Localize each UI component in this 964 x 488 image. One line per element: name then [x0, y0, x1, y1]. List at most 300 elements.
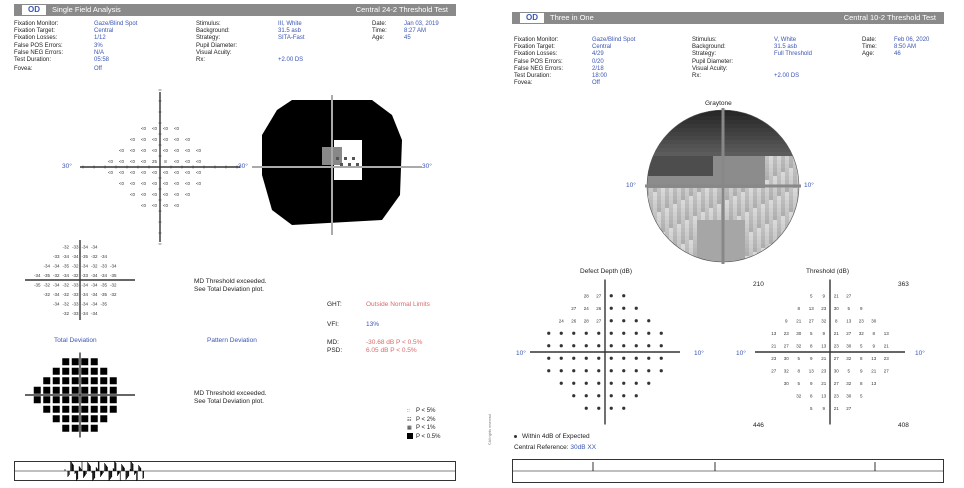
right-info3-row: [862, 37, 929, 44]
threshold-value: <0: [151, 192, 158, 197]
total-deviation-value: -34: [52, 301, 60, 307]
probability-symbol: [72, 358, 79, 365]
total-deviation-value: -34: [81, 310, 89, 316]
probability-symbol: [81, 415, 88, 422]
right-info1-key: Test Duration:: [514, 73, 552, 80]
left-deg-label-mid: 30°: [238, 163, 248, 170]
left-info1-row: [14, 43, 137, 50]
total-deviation-value: -32: [71, 263, 79, 269]
defect-depth-value: 27: [596, 318, 602, 324]
left-info2-key: Rx:: [196, 57, 205, 64]
threshold-value: 21: [833, 330, 839, 336]
within-expected-dot: [610, 357, 613, 360]
right-test-name: Central 10-2 Threshold Test: [843, 13, 936, 22]
within-expected-dot: [560, 369, 563, 372]
probability-symbol: [91, 396, 98, 403]
defect-deg-left: 10°: [516, 350, 526, 357]
threshold-value: 23: [821, 368, 827, 374]
within-expected-dot: [635, 344, 638, 347]
threshold-value: 21: [833, 293, 839, 299]
probability-symbol: [62, 368, 69, 375]
total-deviation-value: -34: [71, 253, 79, 259]
legend-symbol-2-icon: ☷: [407, 416, 412, 423]
threshold-value: <0: [107, 159, 114, 164]
probability-symbol: [72, 396, 79, 403]
within-expected-dot: [647, 344, 650, 347]
threshold-value: 8: [797, 305, 801, 311]
within-expected-dot: [547, 357, 550, 360]
right-info2-value: 31.5 asb: [774, 44, 798, 51]
threshold-value: <0: [129, 148, 136, 153]
defect-depth-value: 27: [596, 293, 602, 299]
left-info3-row: [372, 28, 439, 35]
right-info2-key: Pupil Diameter:: [692, 58, 734, 65]
probability-symbol: [53, 406, 60, 413]
probability-legend: [407, 407, 440, 441]
within-expected-dot: [572, 357, 575, 360]
threshold-value: <0: [151, 170, 158, 175]
total-deviation-label: Total Deviation: [54, 337, 97, 344]
legend-row-2: [407, 416, 440, 425]
threshold-value: <0: [118, 159, 125, 164]
threshold-value: <0: [151, 137, 158, 142]
total-deviation-value: -34: [90, 310, 98, 316]
graytone-pattern: [645, 108, 805, 268]
left-info1-value: 3%: [94, 42, 103, 49]
threshold-value: 13: [883, 330, 889, 336]
total-deviation-value: -34: [81, 282, 89, 288]
threshold-value: <0: [140, 203, 147, 208]
left-info2-row: [196, 43, 305, 50]
left-eye-badge: OD: [22, 5, 46, 15]
probability-symbol: [72, 377, 79, 384]
threshold-value: <0: [195, 181, 202, 186]
threshold-value: 30: [846, 393, 852, 399]
within-expected-dot: [610, 319, 613, 322]
threshold-value: 32: [858, 330, 864, 336]
threshold-value: 21: [821, 355, 827, 361]
threshold-value: <0: [129, 170, 136, 175]
threshold-value: 9: [859, 368, 863, 374]
right-info-col2: [692, 37, 812, 80]
quadrant-total-bl: 446: [753, 422, 764, 429]
right-info2-row: [692, 51, 812, 58]
total-deviation-value: -32: [71, 272, 79, 278]
within-expected-dot: [572, 394, 575, 397]
central-ref-value: 30dB XX: [570, 444, 597, 451]
threshold-value: 8: [859, 355, 863, 361]
probability-symbol: [100, 396, 107, 403]
within-expected-dot: [622, 394, 625, 397]
threshold-value: <0: [162, 137, 169, 142]
within-expected-dot: [572, 332, 575, 335]
left-info1-value: Central: [94, 28, 114, 35]
threshold-value: <0: [184, 137, 191, 142]
probability-symbol: [43, 377, 50, 384]
within-expected-dot: [647, 319, 650, 322]
left-info1-key: False POS Errors:: [14, 42, 63, 49]
within-expected-dot: [660, 332, 663, 335]
total-deviation-value: -34: [62, 272, 70, 278]
threshold-value: 27: [846, 330, 852, 336]
right-report-header: [512, 12, 944, 24]
defect-deg-right: 10°: [694, 350, 704, 357]
left-info-col1: [14, 21, 137, 73]
threshold-value: 13: [821, 393, 827, 399]
within-expected-dot: [660, 369, 663, 372]
probability-symbol: [110, 387, 117, 394]
probability-symbol: [34, 396, 41, 403]
threshold-value: 30: [783, 355, 789, 361]
probability-symbol: [91, 415, 98, 422]
threshold-value: 9: [822, 293, 826, 299]
right-deg-label-b: 10°: [804, 182, 814, 189]
within-expected-dot: [560, 344, 563, 347]
total-deviation-value: -34: [100, 272, 108, 278]
probability-symbol: [62, 377, 69, 384]
defect-depth-value: 24: [558, 318, 564, 324]
threshold-value: 27: [833, 380, 839, 386]
left-info2-value: III, White: [278, 21, 302, 27]
threshold-value: 8: [872, 330, 876, 336]
total-deviation-value: -32: [90, 263, 98, 269]
right-info2-row: [692, 44, 812, 51]
right-graytone-plot: [645, 108, 805, 263]
legend-symbol-5-icon: ::: [407, 408, 410, 414]
threshold-value: 27: [883, 368, 889, 374]
threshold-value: 9: [859, 305, 863, 311]
probability-symbol: [81, 406, 88, 413]
within-expected-dot: [610, 332, 613, 335]
threshold-value: <0: [173, 137, 180, 142]
total-deviation-value: -35: [109, 272, 117, 278]
within-expected-legend: [514, 433, 590, 440]
left-info1-value: Gaze/Blind Spot: [94, 21, 138, 27]
total-deviation-value: -32: [109, 282, 117, 288]
threshold-value: <0: [140, 159, 147, 164]
total-deviation-value: -34: [90, 282, 98, 288]
threshold-value: 8: [164, 159, 167, 164]
right-gaze-tracking-bar: [512, 459, 944, 483]
within-expected-dot: [547, 332, 550, 335]
threshold-value: 13: [871, 355, 877, 361]
legend-row-05: [407, 433, 440, 442]
threshold-value: 9: [872, 343, 876, 349]
defect-depth-value: 26: [571, 318, 577, 324]
total-deviation-probability: [22, 350, 142, 440]
threshold-value: <0: [195, 148, 202, 153]
threshold-value: 5: [797, 355, 801, 361]
within-expected-dot: [610, 294, 613, 297]
right-gaze-trace: [513, 460, 943, 482]
within-expected-dot: [597, 407, 600, 410]
threshold-value: 5: [847, 305, 851, 311]
probability-symbol: [100, 377, 107, 384]
threshold-value: 8: [809, 343, 813, 349]
graytone-dot: [352, 157, 355, 160]
within-expected-dot: [635, 332, 638, 335]
right-info1-key: False NEG Errors:: [514, 65, 564, 72]
copyright-note: ©All rights reserved: [488, 414, 492, 445]
left-info3-value: Jan 03, 2019: [404, 21, 439, 27]
threshold-value: <0: [129, 181, 136, 186]
total-deviation-value: -34: [109, 263, 117, 269]
left-info2-row: [196, 50, 305, 57]
threshold-value: <0: [162, 181, 169, 186]
within-expected-dot: [585, 382, 588, 385]
right-info1-value: Central: [592, 44, 612, 51]
graytone-label: Graytone: [705, 100, 732, 107]
total-deviation-value: -32: [62, 282, 70, 288]
md-message-1-line2: See Total Deviation plot.: [194, 286, 264, 293]
threshold-value: 5: [809, 293, 813, 299]
threshold-value: 5: [859, 343, 863, 349]
probability-symbol: [91, 425, 98, 432]
right-info1-row: [514, 73, 635, 80]
total-deviation-value: -34: [81, 244, 89, 250]
threshold-value: 23: [833, 343, 839, 349]
defect-depth-plot: [530, 280, 680, 430]
threshold-value: 5: [809, 330, 813, 336]
vfi-label: VFI:: [327, 321, 339, 328]
probability-symbol: [81, 377, 88, 384]
probability-symbol: [62, 415, 69, 422]
graytone-dot: [356, 163, 359, 166]
threshold-value: 30: [796, 330, 802, 336]
total-deviation-value: -35: [62, 263, 70, 269]
threshold-value: 32: [796, 343, 802, 349]
threshold-value: 13: [821, 343, 827, 349]
threshold-value: 9: [809, 380, 813, 386]
right-info1-value: 0/20: [592, 58, 604, 65]
defect-depth-value: 27: [571, 305, 577, 311]
total-deviation-value: -34: [52, 282, 60, 288]
threshold-value: 13: [846, 318, 852, 324]
total-deviation-value: -34: [90, 291, 98, 297]
right-info2-key: Stimulus:: [692, 37, 717, 43]
right-info2-row: [692, 37, 812, 44]
threshold-value: 30: [783, 380, 789, 386]
threshold-value: <0: [184, 148, 191, 153]
right-info1-key: Fixation Monitor:: [514, 37, 559, 43]
psd-label: PSD:: [327, 347, 343, 354]
threshold-value: <0: [129, 192, 136, 197]
left-graytone-plot: [252, 95, 422, 235]
right-info2-value: V, White: [774, 37, 797, 43]
probability-symbol: [81, 387, 88, 394]
threshold-plot: [755, 280, 905, 430]
threshold-value: 8: [859, 380, 863, 386]
threshold-value: 27: [771, 368, 777, 374]
within-expected-dot: [610, 407, 613, 410]
left-info-col2: [196, 21, 305, 64]
within-expected-dot: [622, 407, 625, 410]
defect-depth-value: 28: [583, 318, 589, 324]
threshold-value: 8: [809, 393, 813, 399]
threshold-value: <0: [162, 170, 169, 175]
probability-symbol: [62, 425, 69, 432]
left-report-header: [14, 4, 456, 16]
threshold-value: 13: [771, 330, 777, 336]
probability-symbol: [72, 368, 79, 375]
quadrant-total-tl: 210: [753, 281, 764, 288]
threshold-value: 9: [822, 405, 826, 411]
legend-symbol-05-icon: [407, 433, 413, 439]
threshold-value: 32: [846, 380, 852, 386]
right-info1-row: [514, 59, 635, 66]
defect-depth-value: 24: [583, 305, 589, 311]
total-deviation-value: -32: [52, 272, 60, 278]
left-info1-key: Fovea:: [14, 66, 33, 73]
threshold-value: <0: [107, 170, 114, 175]
threshold-value: 21: [833, 405, 839, 411]
left-info3-row: [372, 35, 439, 42]
right-info3-value: 8:50 AM: [894, 44, 917, 51]
threshold-value: <0: [151, 203, 158, 208]
total-deviation-value: -32: [62, 301, 70, 307]
md-message-2-line1: MD Threshold exceeded.: [194, 390, 267, 397]
ght-label: GHT:: [327, 301, 342, 308]
central-reference: [514, 444, 596, 451]
right-info2-key: Rx:: [692, 73, 701, 80]
total-deviation-value: -32: [62, 244, 70, 250]
left-info2-value: SITA-Fast: [278, 35, 305, 42]
threshold-value: <0: [162, 203, 169, 208]
left-info1-row: [14, 35, 137, 42]
total-deviation-value: -34: [43, 263, 51, 269]
left-threshold-plot: [70, 90, 250, 245]
threshold-value: <0: [151, 126, 158, 131]
total-deviation-value: -35: [33, 282, 41, 288]
probability-symbol: [91, 406, 98, 413]
threshold-value: <0: [195, 159, 202, 164]
threshold-value: 5: [797, 380, 801, 386]
within-expected-dot: [597, 357, 600, 360]
left-info1-row: [14, 21, 137, 28]
threshold-value: 23: [858, 318, 864, 324]
probability-symbol: [34, 387, 41, 394]
left-info1-key: Fixation Target:: [14, 28, 55, 35]
quadrant-total-tr: 363: [898, 281, 909, 288]
threshold-value: <0: [118, 181, 125, 186]
within-expected-dot: [572, 382, 575, 385]
total-deviation-value: -33: [71, 282, 79, 288]
within-expected-dot: [622, 369, 625, 372]
defect-depth-label: Defect Depth (dB): [580, 268, 633, 275]
probability-symbol: [81, 425, 88, 432]
within-expected-dot: [635, 369, 638, 372]
probability-symbol: [43, 396, 50, 403]
right-info2-key: Visual Acuity:: [692, 65, 728, 72]
left-info2-value: 31.5 asb: [278, 28, 302, 35]
threshold-value: <0: [162, 126, 169, 131]
right-info1-row: [514, 44, 635, 51]
probability-symbol: [53, 368, 60, 375]
threshold-value: <0: [140, 181, 147, 186]
threshold-value: <0: [184, 192, 191, 197]
total-deviation-value: -34: [90, 244, 98, 250]
right-info1-value: 4/29: [592, 51, 604, 58]
md-label: MD:: [327, 339, 339, 346]
threshold-value: 27: [783, 343, 789, 349]
left-info1-key: False NEG Errors:: [14, 49, 64, 56]
probability-symbol: [81, 396, 88, 403]
left-info2-row: [196, 35, 305, 42]
legend-row-5: [407, 407, 440, 416]
threshold-value: <0: [140, 148, 147, 153]
total-deviation-value: -34: [81, 291, 89, 297]
probability-symbol: [100, 406, 107, 413]
right-info3-value: 46: [894, 51, 901, 58]
within-expected-dot: [597, 369, 600, 372]
left-gaze-tracking-bar: [14, 461, 456, 481]
right-info3-row: [862, 51, 929, 58]
left-info1-row: [14, 66, 137, 73]
threshold-value: 5: [859, 393, 863, 399]
left-info1-value: Off: [94, 66, 102, 73]
threshold-value: 23: [771, 355, 777, 361]
threshold-value: 30: [871, 318, 877, 324]
md-value: -30.68 dB P < 0.5%: [366, 339, 423, 346]
threshold-value: 5: [847, 368, 851, 374]
within-expected-dot: [610, 369, 613, 372]
right-info2-key: Background:: [692, 44, 726, 51]
probability-symbol: [100, 415, 107, 422]
right-info3-key: Time:: [862, 44, 877, 51]
total-deviation-value: -33: [52, 253, 60, 259]
threshold-value: <0: [195, 170, 202, 175]
left-info2-key: Pupil Diameter:: [196, 42, 238, 49]
right-info1-key: Fovea:: [514, 80, 533, 87]
right-info1-value: Gaze/Blind Spot: [592, 37, 636, 43]
within-expected-dot: [597, 344, 600, 347]
left-info1-key: Fixation Losses:: [14, 35, 58, 42]
total-deviation-value: -33: [100, 263, 108, 269]
defect-depth-value: 26: [596, 305, 602, 311]
within-expected-dot: [597, 394, 600, 397]
within-expected-dot: [560, 382, 563, 385]
within-expected-dot: [585, 407, 588, 410]
left-info2-value: +2.00 DS: [278, 57, 304, 64]
within-expected-dot: [647, 357, 650, 360]
threshold-value: 21: [871, 368, 877, 374]
right-eye-badge: OD: [520, 13, 544, 23]
probability-symbol: [91, 387, 98, 394]
total-deviation-value: -35: [100, 291, 108, 297]
total-deviation-value: -34: [52, 263, 60, 269]
within-expected-dot: [622, 344, 625, 347]
threshold-value: <0: [173, 181, 180, 186]
threshold-value: <0: [140, 192, 147, 197]
within-expected-dot: [572, 369, 575, 372]
right-report-title: Three in One: [550, 13, 594, 22]
within-expected-dot: [610, 382, 613, 385]
within-expected-dot: [622, 357, 625, 360]
threshold-value: 23: [833, 393, 839, 399]
right-info2-value: Full Threshold: [774, 51, 812, 58]
within-expected-dot: [622, 332, 625, 335]
threshold-value: 21: [821, 380, 827, 386]
probability-symbol: [81, 358, 88, 365]
right-info2-value: +2.00 DS: [774, 73, 800, 80]
total-deviation-value: -33: [81, 272, 89, 278]
total-deviation-value: -32: [62, 291, 70, 297]
within-dot-icon: [514, 435, 517, 438]
right-info1-row: [514, 37, 635, 44]
left-info1-key: Test Duration:: [14, 57, 52, 64]
threshold-deg-right: 10°: [915, 350, 925, 357]
threshold-value: 27: [833, 355, 839, 361]
